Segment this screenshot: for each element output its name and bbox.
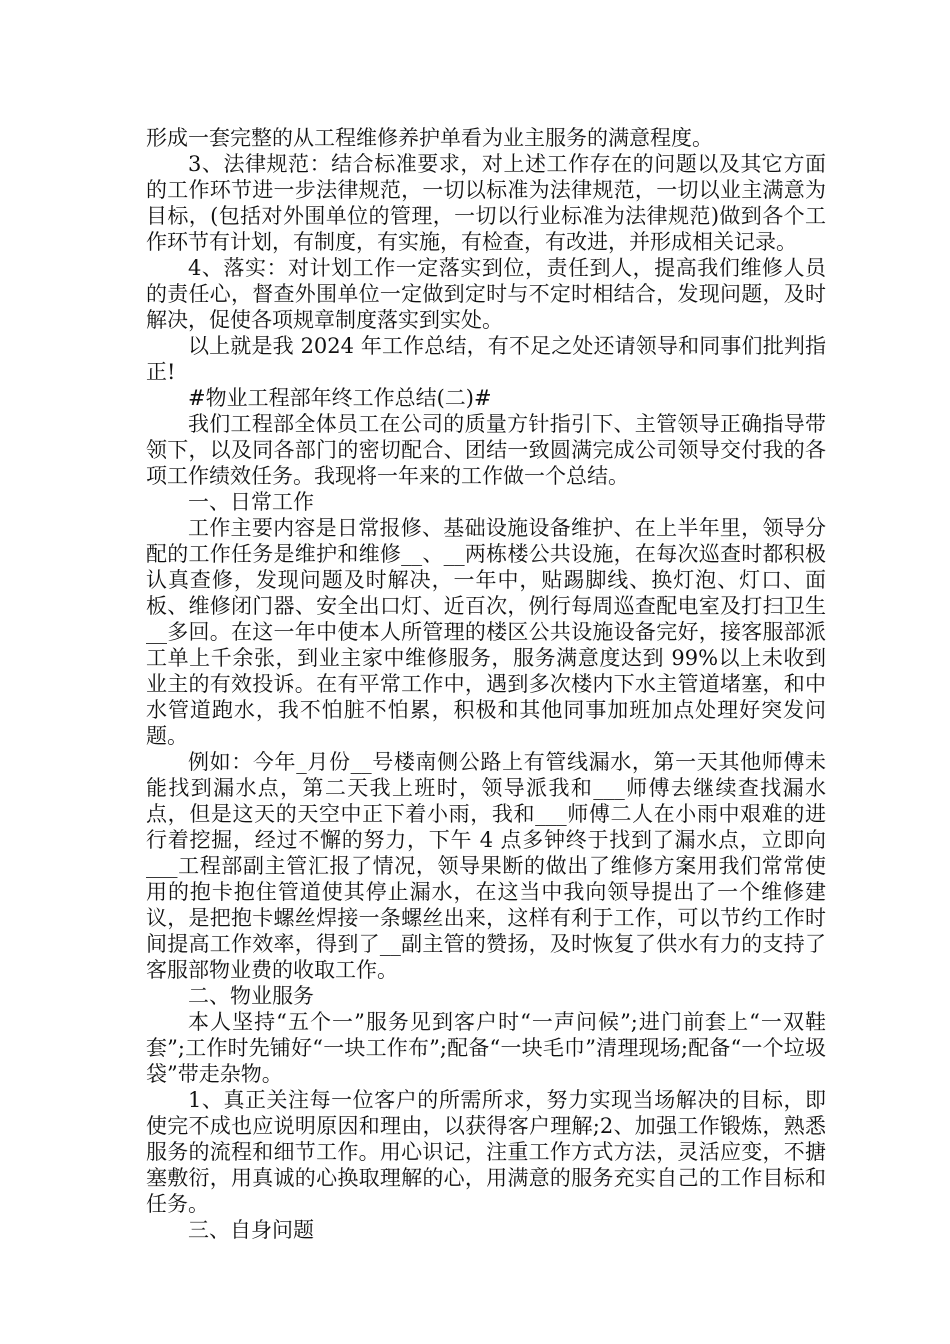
heading-property-service: 二、物业服务 <box>188 984 314 1008</box>
paragraph-daily-work: 工作主要内容是日常报修、基础设施设备维护、在上半年里，领导分配的工作任务是维护和维修__、__两栋楼公共设施，在每次巡查时都积极认真查修，发现问题及时解决，一年中，贴踢脚线、换灯泡、灯口、面板、维修闭门器、安全出口灯、近百次，例行每周巡查配电室及打扫卫生__多回。在这一年中使本人所管理的楼区公共设施设备完好，接客服部派工单上千余张，到业主家中维修服务，服务满意度达到 99%以上未收到业主的有效投诉。在有平常工作中，遇到多次楼内下水主管道堵塞，和中水管道跑水，我不怕脏不怕累，积极和其他同事加班加点处理好突发问题。 <box>146 516 826 748</box>
paragraph-continuation: 形成一套完整的从工程维修养护单看为业主服务的满意程度。 <box>146 126 713 150</box>
paragraph-customer-focus: 1、真正关注每一位客户的所需所求，努力实现当场解决的目标，即使完不成也应说明原因和理由，以获得客户理解;2、加强工作锻炼，熟悉服务的流程和细节工作。用心识记，注重工作方式方法，灵活应变，不搪塞敷衍，用真诚的心换取理解的心，用满意的服务充实自己的工作目标和任务。 <box>146 1088 826 1216</box>
paragraph-closing: 以上就是我 2024 年工作总结，有不足之处还请领导和同事们批判指正! <box>146 334 826 384</box>
paragraph-five-ones: 本人坚持“五个一”服务见到客户时“一声问候”;进门前套上“一双鞋套”;工作时先铺好“一块工作布”;配备“一块毛巾”清理现场;配备“一个垃圾袋”带走杂物。 <box>146 1010 826 1086</box>
paragraph-intro: 我们工程部全体员工在公司的质量方针指引下、主管领导正确指导带领下，以及同各部门的密切配合、团结一致圆满完成公司领导交付我的各项工作绩效任务。我现将一年来的工作做一个总结。 <box>146 412 826 488</box>
heading-self-issues: 三、自身问题 <box>188 1218 314 1242</box>
document-page <box>146 125 826 1243</box>
heading-daily-work: 一、日常工作 <box>188 490 314 514</box>
paragraph-example: 例如：今年_月份__号楼南侧公路上有管线漏水，第一天其他师傅未能找到漏水点，第二天我上班时，领导派我和___师傅去继续查找漏水点，但是这天的天空中正下着小雨，我和___师傅二人在小雨中艰难的进行着挖掘，经过不懈的努力，下午 4 点多钟终于找到了漏水点，立即向___工程部副主管汇报了情况，领导果断的做出了维修方案用我们常常使用的抱卡抱住管道使其停止漏水，在这当中我向领导提出了一个维修建议，是把抱卡螺丝焊接一条螺丝出来，这样有利于工作，可以节约工作时间提高工作效率，得到了__副主管的赞扬，及时恢复了供水有力的支持了客服部物业费的收取工作。 <box>146 750 826 982</box>
paragraph-legal-standard: 3、法律规范：结合标准要求，对上述工作存在的问题以及其它方面的工作环节进一步法律规范，一切以标准为法律规范，一切以业主满意为目标，(包括对外围单位的管理，一切以行业标准为法律规范)做到各个工作环节有计划，有制度，有实施，有检查，有改进，并形成相关记录。 <box>146 152 826 254</box>
paragraph-implementation: 4、落实：对计划工作一定落实到位，责任到人，提高我们维修人员的责任心，督查外围单位一定做到定时与不定时相结合，发现问题，及时解决，促使各项规章制度落实到实处。 <box>146 256 826 332</box>
section-title: #物业工程部年终工作总结(二)# <box>188 386 492 410</box>
